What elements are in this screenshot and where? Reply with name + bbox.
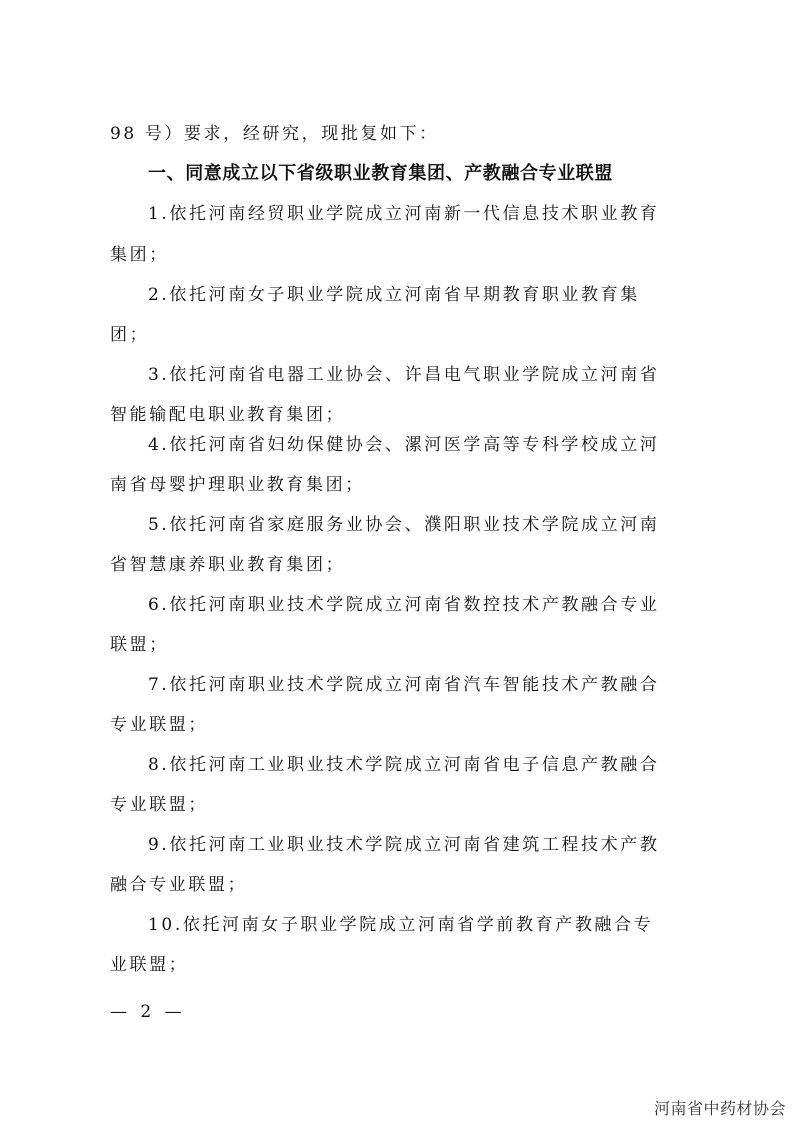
page-number: — 2 —: [110, 1002, 186, 1022]
list-item-2-line-1: 2.依托河南女子职业学院成立河南省早期教育职业教育集: [148, 285, 640, 305]
list-item-7-line-2: 专业联盟；: [110, 715, 208, 735]
list-item-8-line-1: 8.依托河南工业职业技术学院成立河南省电子信息产教融合: [148, 755, 660, 775]
list-item-7-line-1: 7.依托河南职业技术学院成立河南省汽车智能技术产教融合: [148, 675, 660, 695]
list-item-5-line-1: 5.依托河南省家庭服务业协会、濮阳职业技术学院成立河南: [148, 515, 660, 535]
list-item-2-line-2: 团；: [110, 325, 150, 345]
list-item-4-line-1: 4.依托河南省妇幼保健协会、漯河医学高等专科学校成立河: [148, 435, 660, 455]
list-item-3-line-1: 3.依托河南省电器工业协会、许昌电气职业学院成立河南省: [148, 365, 660, 385]
list-item-6-line-2: 联盟；: [110, 635, 169, 655]
list-item-3-line-2: 智能输配电职业教育集团；: [110, 405, 346, 425]
list-item-6-line-1: 6.依托河南职业技术学院成立河南省数控技术产教融合专业: [148, 595, 660, 615]
list-item-1-line-1: 1.依托河南经贸职业学院成立河南新一代信息技术职业教育: [148, 204, 660, 224]
list-item-4-line-2: 南省母婴护理职业教育集团；: [110, 475, 365, 495]
list-item-5-line-2: 省智慧康养职业教育集团；: [110, 555, 346, 575]
list-item-10-line-2: 业联盟；: [110, 955, 189, 975]
list-item-9-line-2: 融合专业联盟；: [110, 875, 248, 895]
intro-line: 98 号）要求，经研究，现批复如下：: [110, 124, 439, 144]
list-item-10-line-1: 10.依托河南女子职业学院成立河南省学前教育产教融合专: [148, 915, 654, 935]
list-item-1-line-2: 集团；: [110, 245, 169, 265]
list-item-8-line-2: 专业联盟；: [110, 795, 208, 815]
section-heading: 一、同意成立以下省级职业教育集团、产教融合专业联盟: [148, 163, 613, 184]
watermark-text: 河南省中药材协会: [653, 1099, 786, 1118]
list-item-9-line-1: 9.依托河南工业职业技术学院成立河南省建筑工程技术产教: [148, 835, 660, 855]
